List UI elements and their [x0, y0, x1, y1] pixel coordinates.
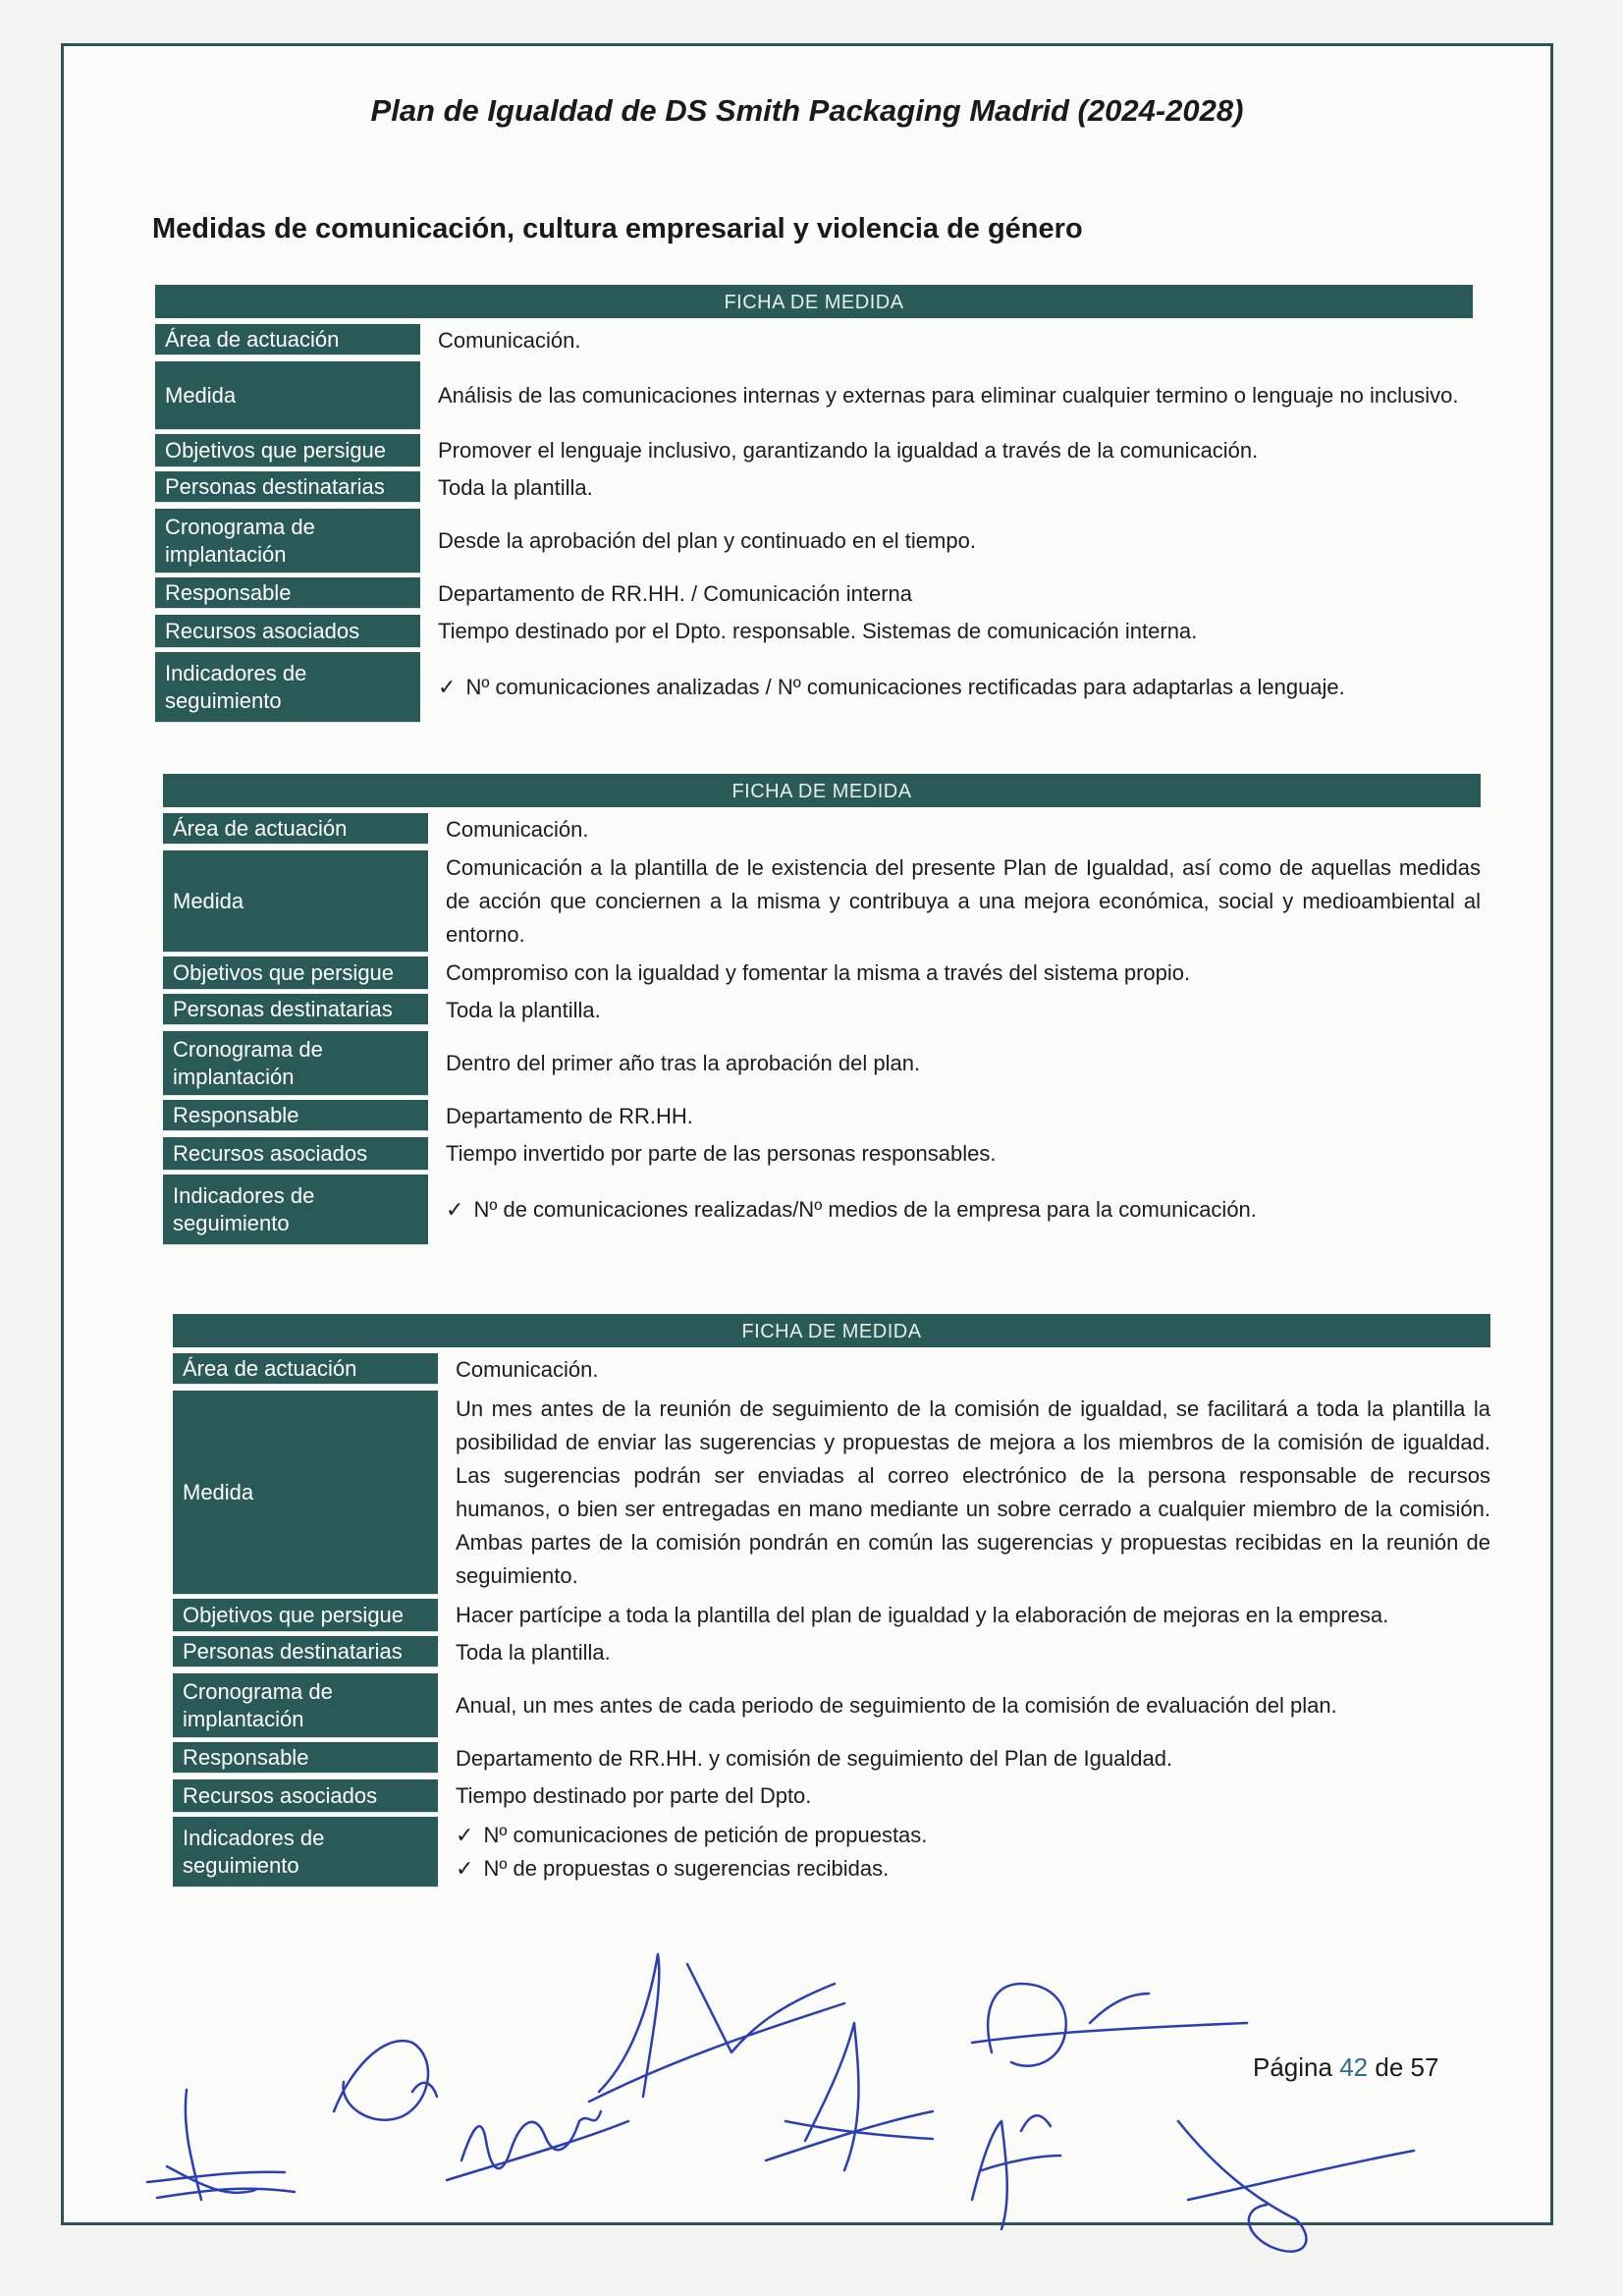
page-of: de — [1375, 2052, 1404, 2082]
row-cronograma — [163, 1031, 1481, 1096]
row-responsable — [155, 577, 1473, 611]
row-objetivos — [163, 957, 1481, 990]
value-recursos: Tiempo invertido por parte de las personas responsables. — [446, 1141, 997, 1166]
row-recursos — [173, 1779, 1490, 1813]
label-personas: Personas destinatarias — [173, 1636, 438, 1667]
label-personas: Personas destinatarias — [163, 994, 428, 1025]
label-recursos: Recursos asociados — [155, 615, 420, 648]
label-cronograma: Cronograma de implantación — [155, 509, 420, 574]
label-indicadores: Indicadores de seguimiento — [163, 1175, 428, 1245]
row-medida — [173, 1391, 1490, 1595]
page-number — [1253, 2052, 1438, 2083]
label-objetivos: Objetivos que persigue — [173, 1599, 438, 1632]
label-responsable: Responsable — [163, 1100, 428, 1131]
row-objetivos — [155, 434, 1473, 467]
measure-card-header: FICHA DE MEDIDA — [173, 1314, 1490, 1347]
label-area: Área de actuación — [155, 324, 420, 355]
value-personas: Toda la plantilla. — [438, 475, 593, 500]
label-objetivos: Objetivos que persigue — [155, 434, 420, 467]
document-title: Plan de Igualdad de DS Smith Packaging Madrid (2024-2028) — [370, 93, 1244, 128]
indicator-item: ✓ Nº comunicaciones de petición de propuestas. — [456, 1823, 928, 1847]
checkmark-icon: ✓ — [456, 1856, 474, 1881]
row-cronograma — [155, 509, 1473, 574]
value-objetivos: Compromiso con la igualdad y fomentar la misma a través del sistema propio. — [446, 960, 1191, 985]
page-label: Página — [1253, 2052, 1332, 2082]
value-recursos: Tiempo destinado por el Dpto. responsable. Sistemas de comunicación interna. — [438, 619, 1198, 643]
value-medida: Un mes antes de la reunión de seguimiento de la comisión de igualdad, se facilitará a toda la plantilla la posibilidad de enviar las sugerencias y propuestas de mejora a los miembros de la comisión de igualdad. Las sugerencias podrán ser enviadas al correo electrónico de la persona responsable de recursos humanos, o bien ser entregadas en mano mediante un sobre cerrado a cualquier miembro de la comisión. Ambas partes de la comisión pondrán en común las sugerencias y propuestas recibidas en la reunión de seguimiento. — [456, 1396, 1490, 1588]
page-total: 57 — [1410, 2052, 1439, 2082]
row-area — [163, 813, 1481, 847]
indicator-item: ✓ Nº de propuestas o sugerencias recibidas. — [456, 1856, 890, 1881]
label-recursos: Recursos asociados — [163, 1137, 428, 1171]
measure-card-header: FICHA DE MEDIDA — [155, 285, 1473, 318]
checkmark-icon: ✓ — [456, 1823, 474, 1847]
value-medida: Análisis de las comunicaciones internas y externas para eliminar cualquier termino o lenguaje no inclusivo. — [438, 383, 1459, 408]
row-responsable — [173, 1742, 1490, 1776]
row-medida — [155, 361, 1473, 430]
value-personas: Toda la plantilla. — [456, 1640, 611, 1665]
measure-card-1 — [155, 285, 1473, 727]
row-recursos — [155, 615, 1473, 648]
row-personas — [155, 471, 1473, 505]
row-recursos — [163, 1137, 1481, 1171]
value-objetivos: Hacer partícipe a toda la plantilla del plan de igualdad y la elaboración de mejoras en la empresa. — [456, 1603, 1389, 1627]
label-responsable: Responsable — [173, 1742, 438, 1774]
value-cronograma: Anual, un mes antes de cada periodo de seguimiento de la comisión de evaluación del plan. — [456, 1693, 1337, 1718]
measure-card-header: FICHA DE MEDIDA — [163, 774, 1481, 807]
label-recursos: Recursos asociados — [173, 1779, 438, 1813]
measure-card-2 — [163, 774, 1481, 1249]
row-cronograma — [173, 1673, 1490, 1738]
row-area — [155, 324, 1473, 357]
row-personas — [163, 994, 1481, 1027]
label-responsable: Responsable — [155, 577, 420, 609]
value-cronograma: Desde la aprobación del plan y continuado en el tiempo. — [438, 528, 976, 553]
value-responsable: Departamento de RR.HH. y comisión de seguimiento del Plan de Igualdad. — [456, 1746, 1173, 1771]
row-area — [173, 1353, 1490, 1387]
label-indicadores: Indicadores de seguimiento — [155, 652, 420, 723]
checkmark-icon: ✓ — [438, 675, 457, 699]
value-responsable: Departamento de RR.HH. — [446, 1104, 693, 1128]
label-personas: Personas destinatarias — [155, 471, 420, 503]
measure-card-3 — [173, 1314, 1490, 1891]
value-responsable: Departamento de RR.HH. / Comunicación interna — [438, 581, 913, 606]
row-responsable — [163, 1100, 1481, 1133]
row-medida — [163, 850, 1481, 953]
value-cronograma: Dentro del primer año tras la aprobación del plan. — [446, 1051, 921, 1075]
label-area: Área de actuación — [163, 813, 428, 845]
label-medida: Medida — [173, 1391, 438, 1595]
label-indicadores: Indicadores de seguimiento — [173, 1817, 438, 1887]
value-objetivos: Promover el lenguaje inclusivo, garantizando la igualdad a través de la comunicación. — [438, 438, 1259, 463]
value-area: Comunicación. — [446, 817, 589, 842]
row-personas — [173, 1636, 1490, 1669]
value-area: Comunicación. — [456, 1357, 599, 1382]
value-medida: Comunicación a la plantilla de le existencia del presente Plan de Igualdad, así como de aquellas medidas de acción que conciernen a la misma y contribuya a una mejora económica, social y medioambiental al entorno. — [446, 855, 1481, 947]
label-medida: Medida — [163, 850, 428, 953]
section-heading: Medidas de comunicación, cultura empresarial y violencia de género — [152, 213, 1083, 245]
label-medida: Medida — [155, 361, 420, 430]
label-cronograma: Cronograma de implantación — [173, 1673, 438, 1738]
label-objetivos: Objetivos que persigue — [163, 957, 428, 990]
checkmark-icon: ✓ — [446, 1197, 464, 1222]
value-area: Comunicación. — [438, 328, 581, 353]
row-objetivos — [173, 1599, 1490, 1632]
row-indicadores — [173, 1817, 1490, 1887]
indicator-item: ✓ Nº comunicaciones analizadas / Nº comunicaciones rectificadas para adaptarlas a lenguaje. — [438, 675, 1345, 699]
label-cronograma: Cronograma de implantación — [163, 1031, 428, 1096]
value-recursos: Tiempo destinado por parte del Dpto. — [456, 1783, 812, 1808]
row-indicadores — [163, 1175, 1481, 1245]
indicator-item: ✓ Nº de comunicaciones realizadas/Nº medios de la empresa para la comunicación. — [446, 1197, 1257, 1222]
row-indicadores — [155, 652, 1473, 723]
label-area: Área de actuación — [173, 1353, 438, 1385]
value-personas: Toda la plantilla. — [446, 998, 601, 1022]
page-current: 42 — [1339, 2052, 1369, 2082]
